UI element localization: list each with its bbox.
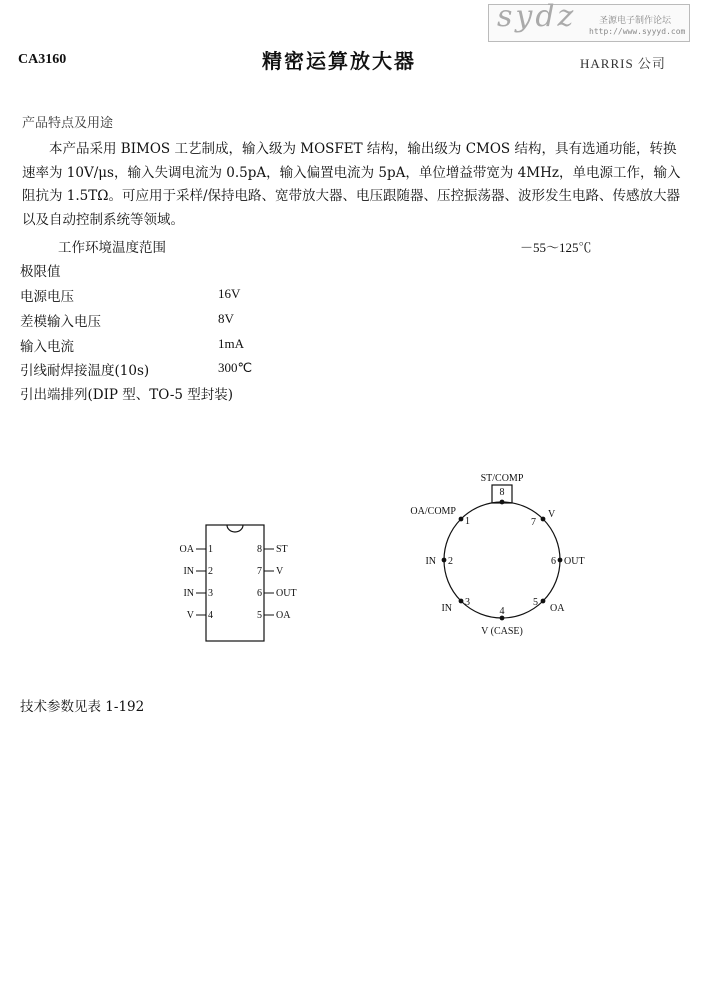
limit-label: 电源电压 <box>20 289 74 305</box>
to5-pin-label: V (CASE) <box>481 626 523 637</box>
to5-pin-number: 6 <box>551 556 556 567</box>
limit-value: 8V <box>218 311 234 326</box>
dip-pin-number: 2 <box>208 566 213 577</box>
to5-pin-number: 4 <box>499 606 505 617</box>
part-number: CA3160 <box>18 52 67 67</box>
dip-pin-label: OUT <box>276 588 297 599</box>
features-heading: 产品特点及用途 <box>22 116 114 131</box>
dip-pin-number: 4 <box>208 610 213 621</box>
dip-pin-label: OA <box>276 610 291 621</box>
limits-heading: 极限值 <box>20 264 61 280</box>
limit-label: 输入电流 <box>20 339 74 355</box>
to5-pin-label: OA <box>550 603 565 614</box>
dip-pin-number: 6 <box>257 588 262 599</box>
to5-pin-number: 5 <box>533 597 538 608</box>
dip-pin-label: V <box>276 566 284 577</box>
pinout-heading: 引出端排列(DIP 型、TO-5 型封装) <box>20 387 234 403</box>
limit-value: 16V <box>218 286 241 301</box>
logo-url: http://www.syyyd.com <box>589 27 686 36</box>
logo-name: 圣源电子制作论坛 <box>599 16 672 26</box>
temp-range-value: －55～125℃ <box>520 240 592 255</box>
to5-pin-label: V <box>548 509 556 520</box>
dip-pin-label: IN <box>183 588 194 599</box>
manufacturer: HARRIS 公司 <box>580 56 666 71</box>
temp-range-label: 工作环境温度范围 <box>58 240 166 256</box>
dip-pin-label: V <box>186 610 194 621</box>
to5-pin-label: IN <box>425 556 436 567</box>
dip-pin-number: 3 <box>208 588 213 599</box>
dip-pin-number: 1 <box>208 544 213 555</box>
limit-value: 1mA <box>218 336 244 351</box>
to5-pin-label: ST/COMP <box>480 473 524 484</box>
limit-value: 300℃ <box>218 360 253 375</box>
to5-pin-label: IN <box>441 603 452 614</box>
dip-pin-label: OA <box>179 544 194 555</box>
parameter-table-reference: 技术参数见表 1-192 <box>20 699 145 715</box>
watermark-logo <box>488 0 690 42</box>
page-title: 精密运算放大器 <box>262 49 416 73</box>
to5-pin-number: 2 <box>448 556 453 567</box>
dip-package-diagram <box>170 515 320 645</box>
dip-pin-number: 5 <box>257 610 262 621</box>
features-paragraph: 本产品采用 BIMOS 工艺制成，输入级为 MOSFET 结构，输出级为 CMOS 结构，具有选通功能，转换速率为 10V/μs，输入失调电流为 0.5pA，输入偏置电流为 5pA，单位增益带宽为 4MHz，单电源工作，输入阻抗为 1.5TΩ。可应用于采样/保持电路、宽带放大器、电压跟随器、压控振荡器、波形发生电路、传感放大器以及自动控制系统等领域。 <box>22 141 681 228</box>
dip-pin-label: ST <box>276 544 288 555</box>
to5-pin-number: 7 <box>531 517 536 528</box>
to5-pin-number: 8 <box>499 487 505 498</box>
to5-pin-label: OUT <box>564 556 585 567</box>
limit-label: 引线耐焊接温度(10s) <box>20 363 150 379</box>
to5-package-diagram <box>380 462 620 642</box>
logo-mark: sydz <box>497 0 577 34</box>
limit-label: 差模输入电压 <box>20 314 101 330</box>
to5-pin-label: OA/COMP <box>410 506 456 517</box>
to5-pin-number: 3 <box>465 597 470 608</box>
dip-pin-number: 7 <box>257 566 262 577</box>
to5-pin-number: 1 <box>465 516 470 527</box>
dip-pin-label: IN <box>183 566 194 577</box>
dip-pin-number: 8 <box>257 544 262 555</box>
